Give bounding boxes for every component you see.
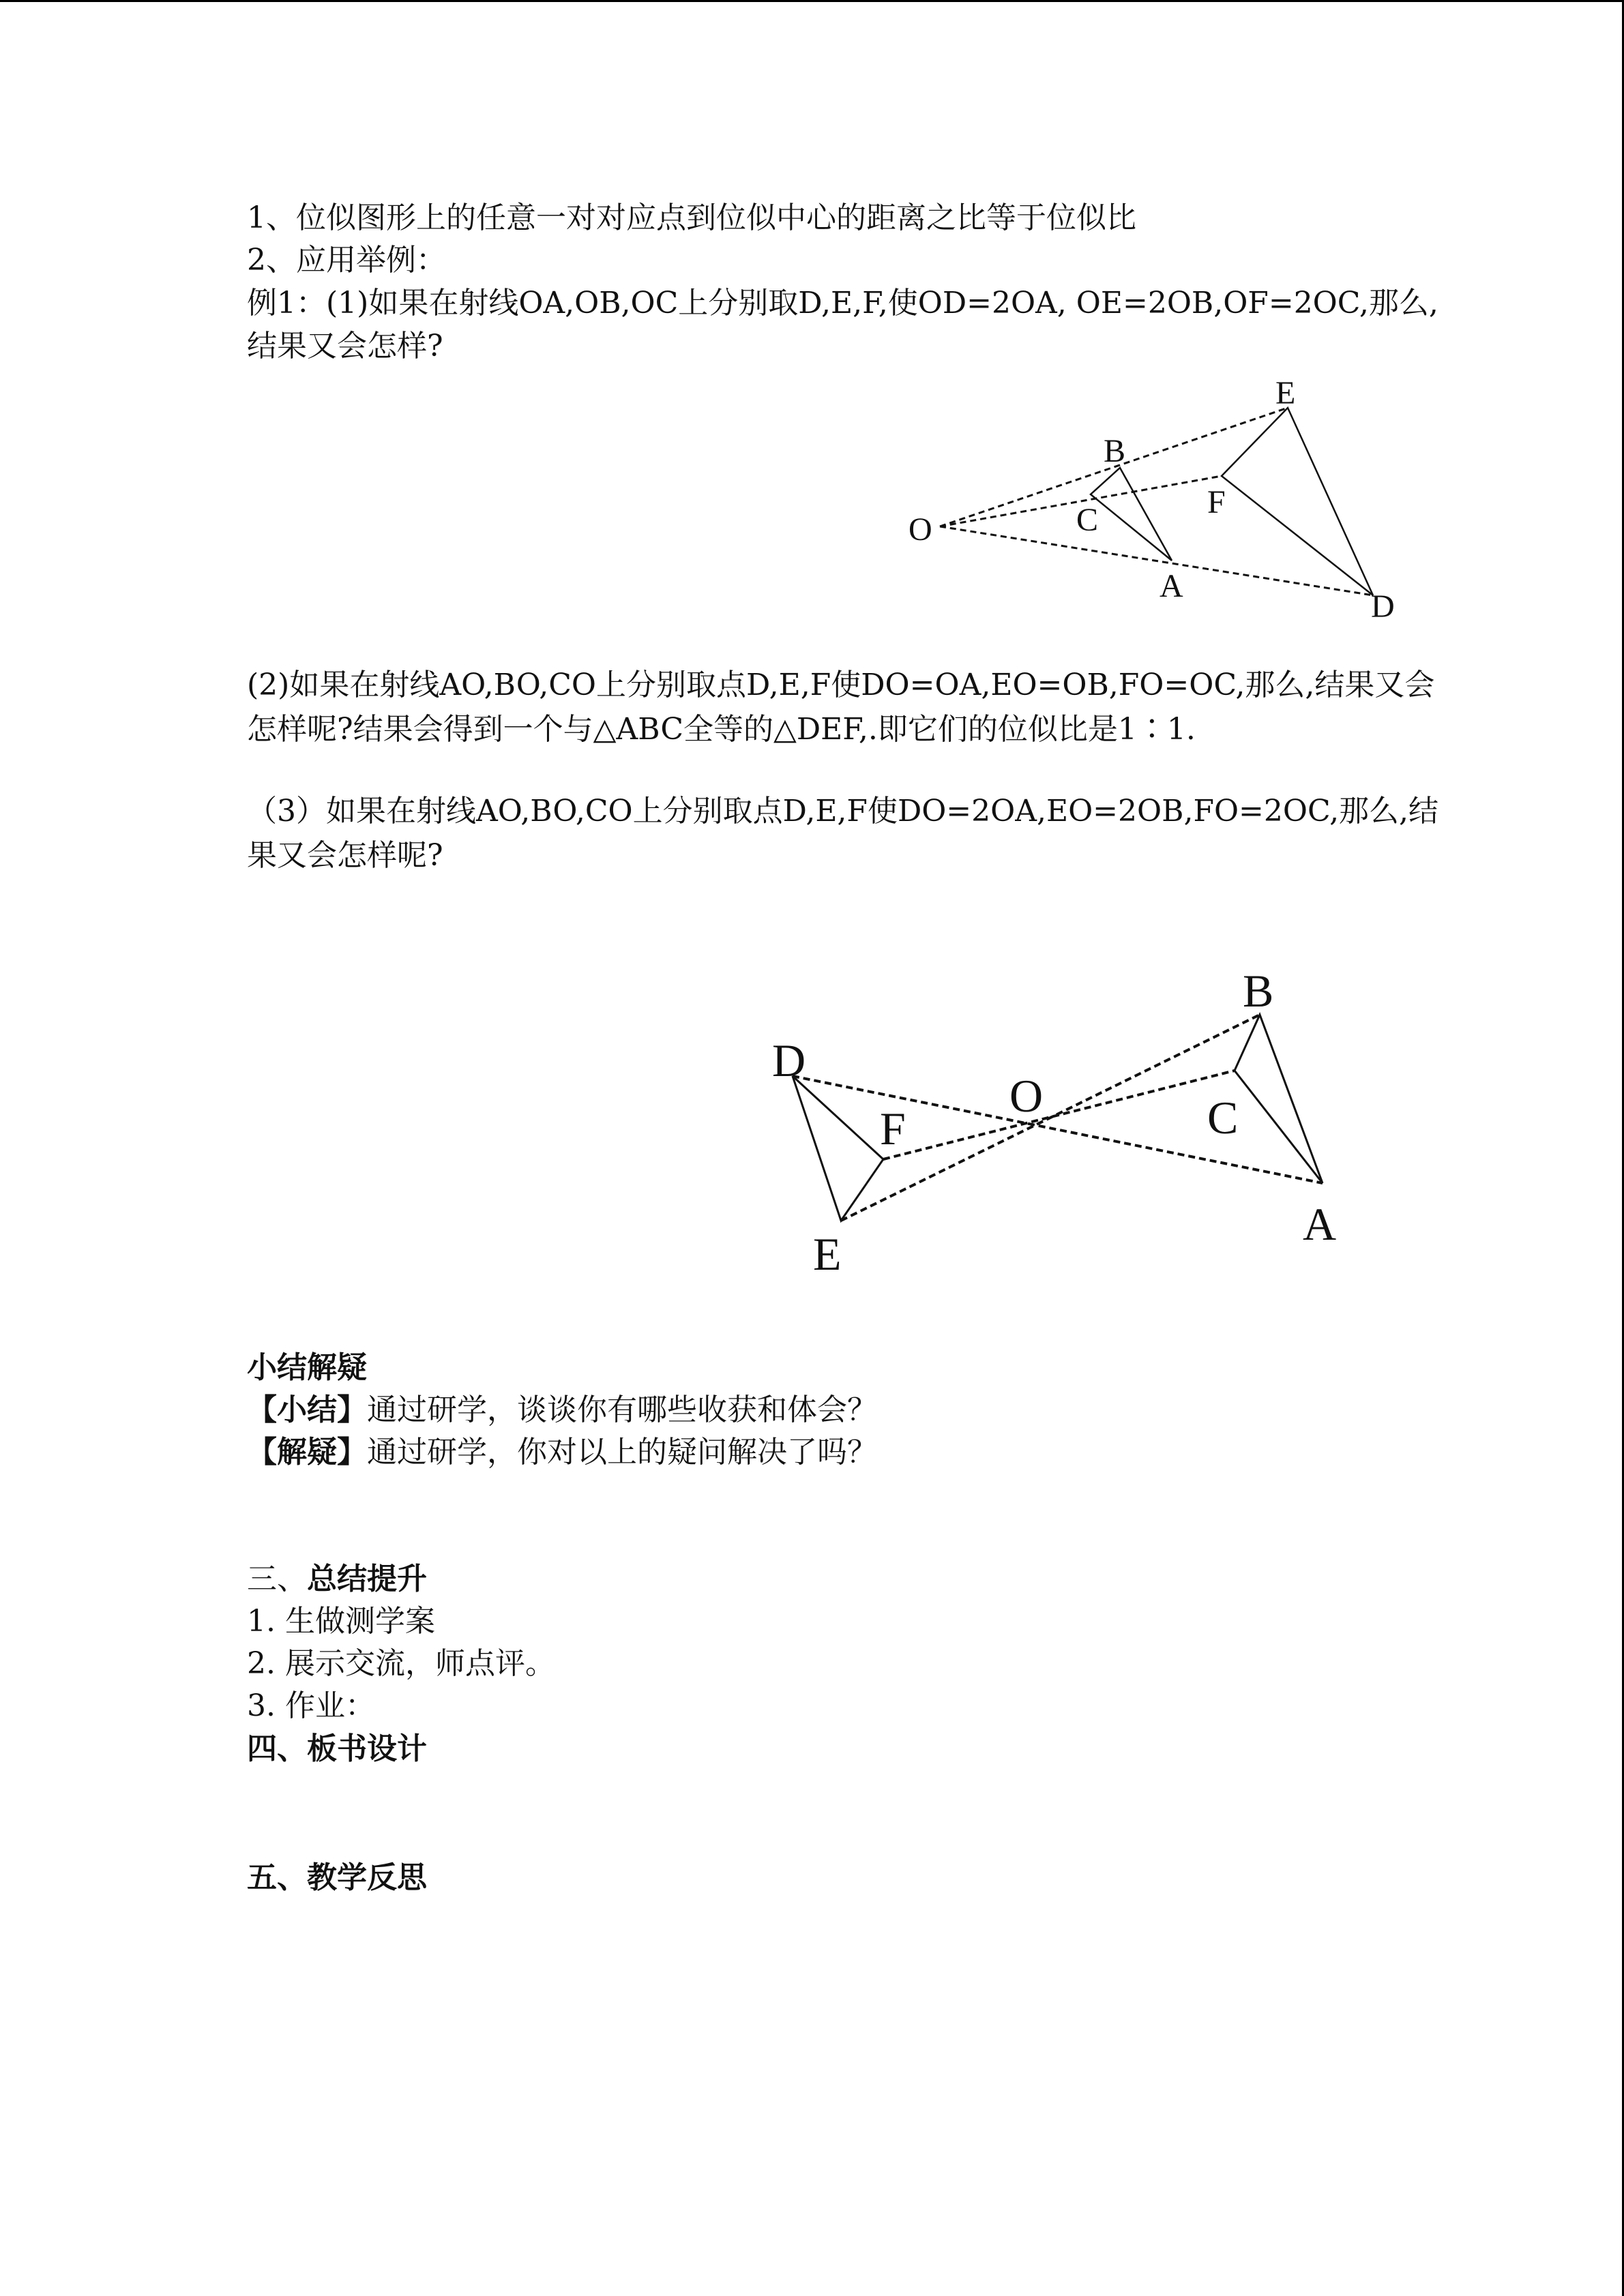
fig2-line-fc (883, 1071, 1235, 1159)
example1-part1-line1: 例1：(1)如果在射线OA,OB,OC上分别取D,E,F,使OD=2OA, OE=2OB,OF=2OC,那么, (247, 286, 1438, 320)
section3-item-3: 3. 作业： (247, 1688, 375, 1723)
example1-part3-line1: （3）如果在射线AO,BO,CO上分别取点D,E,F使DO=2OA,EO=2OB,FO=2OC,那么,结 (247, 794, 1439, 829)
fig2-triangle-abc (1235, 1015, 1323, 1183)
figure-1-diagram (887, 361, 1432, 634)
fig1-label-e: E (1275, 375, 1296, 411)
fig1-label-c: C (1076, 502, 1099, 538)
section5-heading: 五、教学反思 (247, 1860, 427, 1895)
example1-part2-line1: (2)如果在射线AO,BO,CO上分别取点D,E,F使DO=OA,EO=OB,FO=OC,那么,结果又会 (247, 668, 1435, 702)
fig1-label-o: O (909, 511, 932, 548)
fig2-triangle-def (793, 1076, 883, 1221)
page-border-top (0, 0, 1624, 2)
summary-tag: 【小结】 (247, 1392, 367, 1427)
fig1-label-a: A (1160, 568, 1183, 604)
fig2-line-da (793, 1076, 1323, 1183)
fig1-ray-oa (940, 526, 1373, 595)
example1-part1-line2: 结果又会怎样? (247, 329, 443, 363)
question-tag: 【解疑】 (247, 1435, 367, 1470)
summary-heading: 小结解疑 (247, 1350, 367, 1385)
examples-heading: 2、应用举例： (247, 243, 446, 278)
example1-part3-line2: 果又会怎样呢? (247, 838, 443, 873)
summary-text: 通过研学，谈谈你有哪些收获和体会？ (367, 1392, 877, 1427)
fig2-label-e: E (813, 1228, 842, 1280)
summary-item (247, 1390, 877, 1431)
section3-item-1: 1. 生做测学案 (247, 1604, 435, 1639)
property-line: 1、位似图形上的任意一对对应点到位似中心的距离之比等于位似比 (247, 200, 1136, 235)
section3-heading-prefix: 三、 (247, 1562, 307, 1596)
section3-item-2: 2. 展示交流，师点评。 (247, 1646, 555, 1681)
fig1-label-b: B (1104, 433, 1126, 469)
question-text: 通过研学，你对以上的疑问解决了吗？ (367, 1435, 877, 1470)
question-item (247, 1432, 877, 1473)
section3-heading-title: 总结提升 (307, 1562, 427, 1596)
fig2-label-f: F (880, 1103, 906, 1154)
section3-heading (247, 1559, 427, 1600)
fig1-triangle-def (1222, 408, 1373, 595)
fig2-label-o: O (1009, 1070, 1044, 1122)
fig1-label-f: F (1207, 484, 1226, 520)
fig1-triangle-abc (1091, 468, 1172, 561)
section4-heading: 四、板书设计 (247, 1731, 427, 1766)
fig2-label-b: B (1243, 965, 1274, 1017)
fig2-label-c: C (1207, 1092, 1239, 1144)
fig1-label-d: D (1371, 588, 1395, 625)
fig2-label-a: A (1303, 1198, 1337, 1250)
example1-part2-line2: 怎样呢?结果会得到一个与△ABC全等的△DEF,.即它们的位似比是1∶1. (247, 712, 1196, 747)
fig2-label-d: D (772, 1034, 806, 1086)
figure-2-diagram (750, 948, 1391, 1289)
